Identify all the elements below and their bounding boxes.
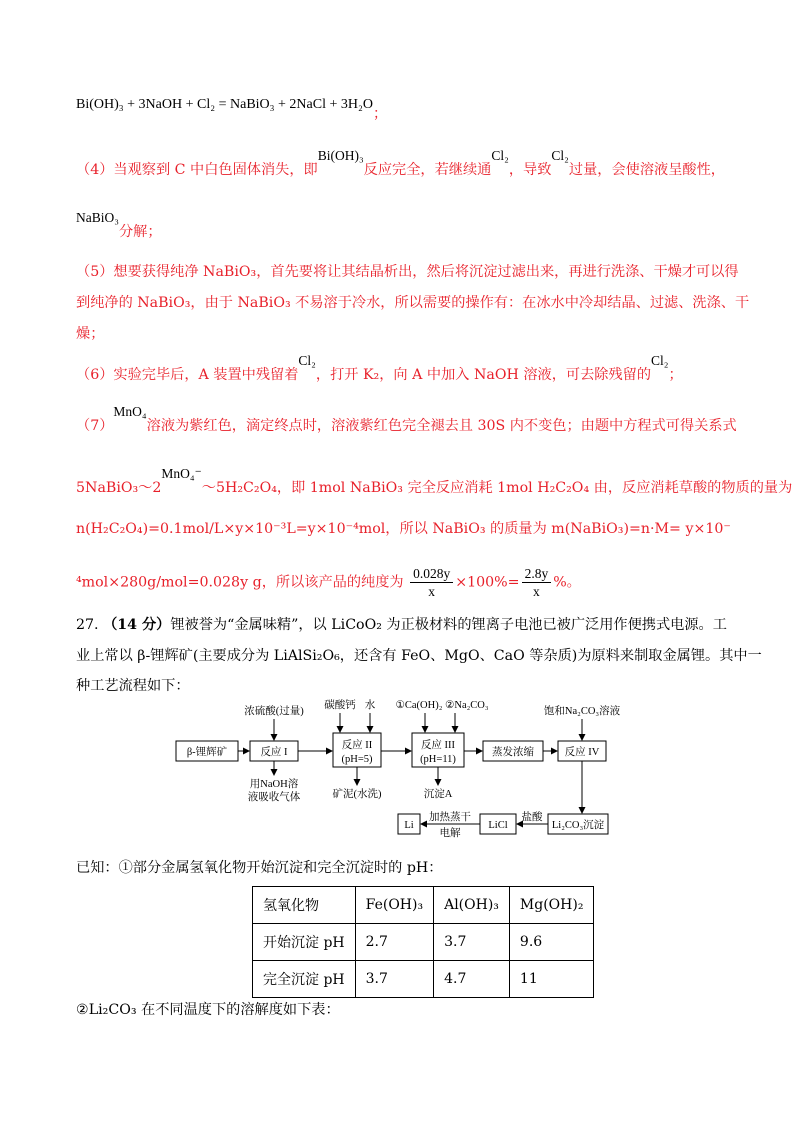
table-header-row bbox=[253, 887, 594, 924]
answer-4-text-c: ，导致 bbox=[508, 162, 552, 178]
answer-6-text-c: ； bbox=[668, 367, 683, 383]
reaction-3-output: 沉淀A bbox=[423, 789, 453, 800]
answer-4-line-2 bbox=[76, 210, 162, 242]
calculation-line-1: n(H₂C₂O₄)=0.1mol/L×y×10⁻³L=y×10⁻⁴mol，所以 NaBiO₃ 的质量为 m(NaBiO₃)=n·M= y×10⁻ bbox=[76, 521, 731, 537]
answer-4-text-a: （4）当观察到 C 中白色固体消失，即 bbox=[76, 162, 318, 178]
reaction-3-label: 反应 III bbox=[420, 740, 456, 751]
equation-end: ； bbox=[372, 106, 388, 122]
calculation-line-2 bbox=[76, 565, 581, 600]
formula-cl2: Cl₂ bbox=[551, 148, 569, 163]
calculation-text-b: ×100%= bbox=[455, 574, 520, 591]
ore-label: β-锂辉矿 bbox=[186, 747, 228, 758]
formula-nabio3: NaBiO₃ bbox=[76, 210, 119, 225]
table-cell: 11 bbox=[509, 961, 594, 998]
answer-6-text-b: ，打开 K₂，向 A 中加入 NaOH 溶液，可去除残留的 bbox=[315, 367, 652, 383]
question-27-line-1 bbox=[76, 615, 727, 635]
calculation-text-a: ⁴mol×280g/mol=0.028y g，所以该产品的纯度为 bbox=[76, 574, 404, 591]
question-27-text-1: 锂被誉为“金属味精”，以 LiCoO₂ 为正极材料的锂离子电池已被广泛用作便携式电源。工 bbox=[170, 617, 727, 633]
formula-bioh3: Bi(OH)₃ bbox=[317, 148, 364, 163]
answer-7-text-b: 溶液为紫红色，滴定终点时，溶液紫红色完全褪去且 30S 内不变色；由题中方程式可得关系式 bbox=[146, 418, 737, 434]
table-cell: 完全沉淀 pH bbox=[253, 961, 356, 998]
li2co3-label: Li₂CO₃沉淀 bbox=[551, 820, 605, 831]
known-line-2: ②Li₂CO₃ 在不同温度下的溶解度如下表： bbox=[76, 1002, 340, 1018]
answer-7-text-a: （7） bbox=[76, 418, 114, 434]
formula-mno4-ion: MnO₄⁻ bbox=[161, 466, 202, 481]
calculation-text-c: %。 bbox=[553, 574, 581, 591]
answer-5-line-2: 到纯净的 NaBiO₃，由于 NaBiO₃ 不易溶于冷水，所以需要的操作有：在冰水中冷却结晶、过滤、洗涤、干 bbox=[76, 295, 750, 311]
answer-5-line-1: （5）想要获得纯净 NaBiO₃，首先要将让其结晶析出，然后将沉淀过滤出来，再进行洗涤、干燥才可以得 bbox=[76, 264, 739, 280]
answer-7-line bbox=[76, 404, 737, 436]
relation-text-a: 5NaBiO₃～2 bbox=[76, 480, 162, 496]
relation-line bbox=[76, 466, 793, 498]
relation-text-b: ～5H₂C₂O₄，即 1mol NaBiO₃ 完全反应消耗 1mol H₂C₂O₄ 由，反应消耗草酸的物质的量为 bbox=[201, 480, 793, 496]
reaction-equation: Bi(OH)₃ + 3NaOH + Cl₂ = NaBiO₃ + 2NaCl + 3H₂O bbox=[76, 97, 373, 112]
table-cell: 2.7 bbox=[355, 924, 433, 961]
formula-cl2: Cl₂ bbox=[651, 353, 669, 368]
answer-4-text-b: 反应完全，若继续通 bbox=[363, 162, 492, 178]
equation-line bbox=[76, 94, 388, 122]
hcl-label: 盐酸 bbox=[521, 812, 543, 823]
fraction-1-numerator: 0.028y bbox=[410, 565, 453, 583]
answer-4-text-d: 过量，会使溶液呈酸性， bbox=[568, 162, 725, 178]
reaction-4-input: 饱和Na₂CO₃溶液 bbox=[543, 706, 621, 717]
answer-4-text-e: 分解； bbox=[118, 224, 162, 240]
question-27-line-3: 种工艺流程如下： bbox=[76, 678, 190, 694]
reaction-2-input-1: 碳酸钙 bbox=[324, 700, 356, 711]
electrolysis-label: 电解 bbox=[439, 828, 461, 839]
reaction-1-label: 反应 I bbox=[260, 747, 288, 758]
table-row bbox=[253, 961, 594, 998]
formula-cl2: Cl₂ bbox=[491, 148, 509, 163]
answer-4-line-1 bbox=[76, 148, 725, 180]
table-cell: 4.7 bbox=[434, 961, 510, 998]
reaction-2-label: 反应 II bbox=[341, 740, 373, 751]
table-cell: Mg(OH)₂ bbox=[509, 887, 594, 924]
formula-mno4: MnO₄ bbox=[113, 404, 147, 419]
reaction-4-label: 反应 IV bbox=[564, 747, 600, 758]
lithium-label: Li bbox=[404, 820, 414, 831]
fraction-1 bbox=[410, 565, 453, 600]
reaction-2-output: 矿泥(水洗) bbox=[332, 789, 382, 800]
reaction-1-input: 浓硫酸(过量) bbox=[244, 706, 304, 717]
reaction-3-input: ①Ca(OH)₂ ②Na₂CO₃ bbox=[395, 700, 489, 711]
process-flow-diagram bbox=[170, 696, 640, 841]
table-cell: 3.7 bbox=[434, 924, 510, 961]
answer-5-line-3: 燥； bbox=[76, 326, 105, 342]
table-row bbox=[253, 924, 594, 961]
reaction-3-ph: (pH=11) bbox=[420, 754, 456, 765]
licl-label: LiCl bbox=[488, 820, 508, 831]
question-score: （14 分） bbox=[103, 617, 171, 633]
answer-6-line bbox=[76, 353, 683, 385]
reaction-1-output-1: 用NaOH溶 bbox=[249, 779, 299, 790]
known-line-1: 已知：①部分金属氢氧化物开始沉淀和完全沉淀时的 pH： bbox=[76, 860, 443, 876]
fraction-2 bbox=[522, 565, 552, 600]
fraction-2-denominator: x bbox=[533, 584, 540, 599]
answer-6-text-a: （6）实验完毕后，A 装置中残留着 bbox=[76, 367, 299, 383]
reaction-1-output-2: 液吸收气体 bbox=[247, 792, 301, 803]
table-cell: 氢氧化物 bbox=[253, 887, 356, 924]
fraction-1-denominator: x bbox=[428, 584, 436, 599]
reaction-2-ph: (pH=5) bbox=[341, 754, 373, 765]
question-number: 27. bbox=[76, 617, 99, 633]
reaction-2-input-2: 水 bbox=[364, 700, 376, 711]
ph-table bbox=[252, 886, 594, 998]
formula-cl2: Cl₂ bbox=[298, 353, 316, 368]
question-27-line-2: 业上常以 β-锂辉矿(主要成分为 LiAlSi₂O₆，还含有 FeO、MgO、CaO 等杂质)为原料来制取金属锂。其中一 bbox=[76, 648, 762, 664]
table-cell: Fe(OH)₃ bbox=[355, 887, 433, 924]
evaporation-label: 蒸发浓缩 bbox=[492, 747, 534, 758]
table-cell: 开始沉淀 pH bbox=[253, 924, 356, 961]
table-cell: 3.7 bbox=[355, 961, 433, 998]
heat-label: 加热蒸干 bbox=[429, 812, 471, 823]
fraction-2-numerator: 2.8y bbox=[522, 565, 552, 583]
table-cell: Al(OH)₃ bbox=[434, 887, 510, 924]
table-cell: 9.6 bbox=[509, 924, 594, 961]
